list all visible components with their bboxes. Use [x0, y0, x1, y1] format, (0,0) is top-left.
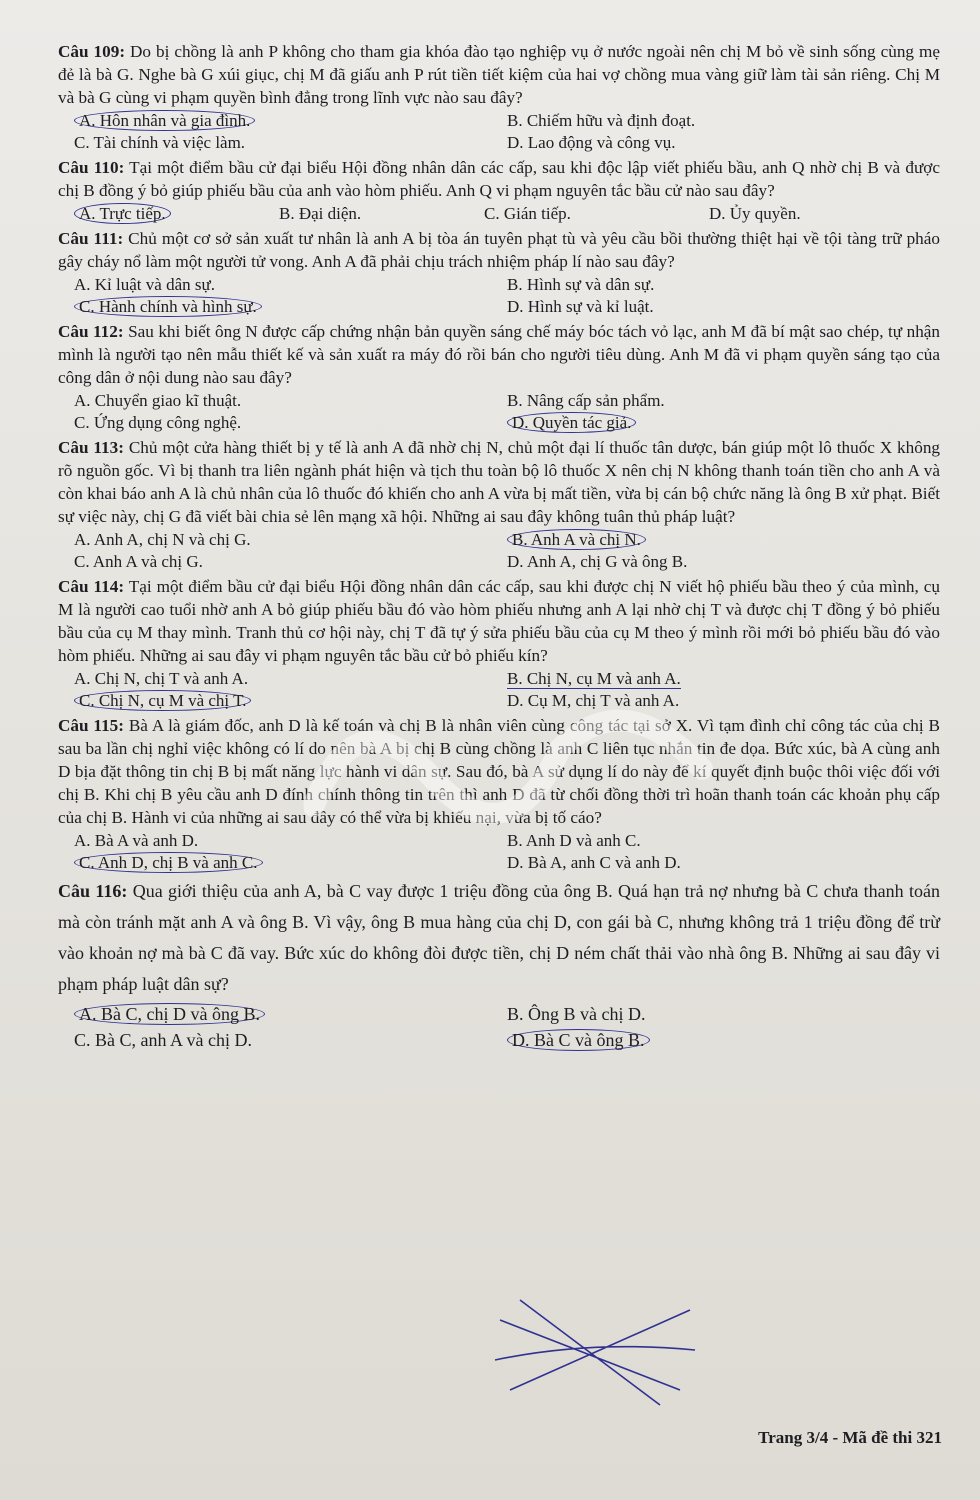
option-d: D. Hình sự và kỉ luật.: [507, 297, 654, 316]
question-112: [58, 320, 940, 434]
option-c: C. Anh A và chị G.: [74, 552, 203, 571]
options: [58, 390, 940, 434]
option-d: D. Anh A, chị G và ông B.: [507, 552, 688, 571]
options: [58, 1001, 940, 1053]
option-b: B. Đại diện.: [279, 204, 362, 223]
options: [58, 274, 940, 318]
options: [58, 110, 940, 154]
question-text: Câu 109: Do bị chồng là anh P không cho tham gia khóa đào tạo nghiệp vụ ở nước ngoài nên chị M bỏ về sinh sống cùng mẹ đẻ là bà G. Nghe bà G xúi giục, chị M đã giấu anh P rút tiền tiết kiệm của hai vợ chồng mua vàng giữ làm tài sản riêng. Chị M và bà G cùng vi phạm quyền bình đẳng trong lĩnh vực nào sau đây?: [58, 42, 940, 107]
option-c: C. Chị N, cụ M và chị T.: [74, 690, 507, 712]
options: [58, 830, 940, 874]
option-d: D. Ủy quyền.: [709, 204, 801, 223]
question-114: [58, 575, 940, 712]
option-b: B. Ông B và chị D.: [507, 1004, 646, 1024]
option-d: D. Bà C và ông B.: [507, 1027, 940, 1053]
question-109: [58, 40, 940, 154]
question-110: [58, 156, 940, 225]
question-text: Câu 115: Bà A là giám đốc, anh D là kế toán và chị B là nhân viên cùng công tác tại sở X. Vì tạm đình chỉ công tác của chị B sau ba lần chị nghỉ việc không có lí do nên bà A bị chị B cùng chồng là anh C liên tục nhắn tin đe dọa. Bức xúc, bà A cùng anh D bịa đặt thông tin chị B bị mất năng lực hành vi dân sự. Sau đó, bà A sử dụng lí do này để kí quyết định buộc thôi việc đối với chị B. Khi chị B yêu cầu anh D đính chính thông tin trên thì anh D đã từ chối đồng thời trì hoãn thanh toán các khoản phụ cấp của chị B. Hành vi của những ai sau đây có thể vừa bị khiếu nại, vừa bị tố cáo?: [58, 716, 940, 827]
question-text: Câu 110: Tại một điểm bầu cử đại biểu Hội đồng nhân dân các cấp, sau khi độc lập viết phiếu bầu, anh Q nhờ chị B và được chị B đồng ý bỏ giúp phiếu bầu của anh vào hòm phiếu. Anh Q vi phạm nguyên tắc bầu cử nào sau đây?: [58, 158, 940, 200]
option-a: A. Kỉ luật và dân sự.: [74, 275, 215, 294]
options: [58, 668, 940, 712]
option-c: C. Hành chính và hình sự.: [74, 296, 507, 318]
option-a: A. Anh A, chị N và chị G.: [74, 530, 251, 549]
question-text: Câu 114: Tại một điểm bầu cử đại biểu Hội đồng nhân dân các cấp, sau khi được chị N viết hộ phiếu bầu theo ý của mình, cụ M là người cao tuổi nhờ anh A bỏ giúp phiếu bầu đó vào hòm phiếu nhưng anh A lại nhờ chị T và được chị T đồng ý bỏ phiếu bầu của cụ M thay mình. Tranh thủ cơ hội này, chị T đã tự ý sửa phiếu bầu của cụ M theo ý mình rồi mới bỏ phiếu bầu đó vào hòm phiếu. Những ai sau đây vi phạm nguyên tắc bầu cử bỏ phiếu kín?: [58, 577, 940, 665]
option-d: D. Quyền tác giả.: [507, 412, 940, 434]
pen-scribble: [480, 1280, 710, 1410]
question-text: Câu 113: Chủ một cửa hàng thiết bị y tế là anh A đã nhờ chị N, chủ một đại lí thuốc tân dược, bán giúp một lô thuốc X không rõ nguồn gốc. Vì bị thanh tra liên ngành phát hiện và tịch thu toàn bộ lô thuốc X nên chị N không thanh toán tiền cho anh A và còn khai báo anh A là chủ nhân của lô thuốc đó khiến cho anh A vừa bị mất tiền, vừa bị cán bộ chức năng là ông B xử phạt. Biết sự việc này, chị G đã viết bài chia sẻ lên mạng xã hội. Những ai sau đây không tuân thủ pháp luật?: [58, 438, 941, 526]
option-a: A. Chị N, chị T và anh A.: [74, 669, 249, 688]
question-text: Câu 116: Qua giới thiệu của anh A, bà C vay được 1 triệu đồng của ông B. Quá hạn trả nợ nhưng bà C chưa thanh toán mà còn tránh mặt anh A và ông B. Vì vậy, ông B mua hàng của chị D, con gái bà C, nhưng không trả 1 triệu đồng để trừ vào khoản nợ mà bà C đã vay. Bức xúc do không đòi được tiền, chị D ném chất thải vào nhà ông B. Những ai sau đây vi phạm pháp luật dân sự?: [58, 881, 941, 994]
options: [58, 203, 940, 225]
question-text: Câu 112: Sau khi biết ông N được cấp chứng nhận bản quyền sáng chế máy bóc tách vỏ lạc, anh M đã bí mật sao chép, tự nhận mình là người tạo nên mẫu thiết kế và sản xuất ra máy đó rồi bán cho người tiêu dùng. Anh M đã vi phạm quyền sáng tạo của công dân ở nội dung nào sau đây?: [58, 322, 941, 387]
option-d: D. Lao động và công vụ.: [507, 133, 676, 152]
question-text: Câu 111: Chủ một cơ sở sản xuất tư nhân là anh A bị tòa án tuyên phạt tù và yêu cầu bồi thường thiệt hại về tội tàng trữ pháo gây cháy nổ làm một người tử vong. Anh A đã phải chịu trách nhiệm pháp lí nào sau đây?: [58, 229, 940, 271]
option-c: C. Ứng dụng công nghệ.: [74, 413, 242, 432]
option-d: D. Cụ M, chị T và anh A.: [507, 691, 680, 710]
option-a: A. Bà A và anh D.: [74, 831, 199, 850]
options: [58, 529, 940, 573]
option-b: B. Anh A và chị N.: [507, 529, 940, 551]
option-b: B. Hình sự và dân sự.: [507, 275, 655, 294]
option-b: B. Chiếm hữu và định đoạt.: [507, 111, 696, 130]
option-a: A. Hôn nhân và gia đình.: [74, 110, 507, 132]
option-a: A. Bà C, chị D và ông B.: [74, 1001, 507, 1027]
question-111: [58, 227, 940, 318]
option-c: C. Gián tiếp.: [484, 204, 571, 223]
option-d: D. Bà A, anh C và anh D.: [507, 853, 681, 872]
option-c: C. Anh D, chị B và anh C.: [74, 852, 507, 874]
option-a: A. Chuyển giao kĩ thuật.: [74, 391, 242, 410]
option-c: C. Bà C, anh A và chị D.: [74, 1030, 252, 1050]
option-a: A. Trực tiếp.: [74, 203, 279, 225]
question-115: [58, 714, 940, 874]
option-b: B. Chị N, cụ M và anh A.: [507, 669, 681, 688]
question-113: [58, 436, 940, 573]
option-b: B. Nâng cấp sản phẩm.: [507, 391, 665, 410]
page-footer: Trang 3/4 - Mã đề thi 321: [758, 1428, 942, 1447]
question-116: [58, 876, 940, 1053]
option-c: C. Tài chính và việc làm.: [74, 133, 246, 152]
option-b: B. Anh D và anh C.: [507, 831, 641, 850]
